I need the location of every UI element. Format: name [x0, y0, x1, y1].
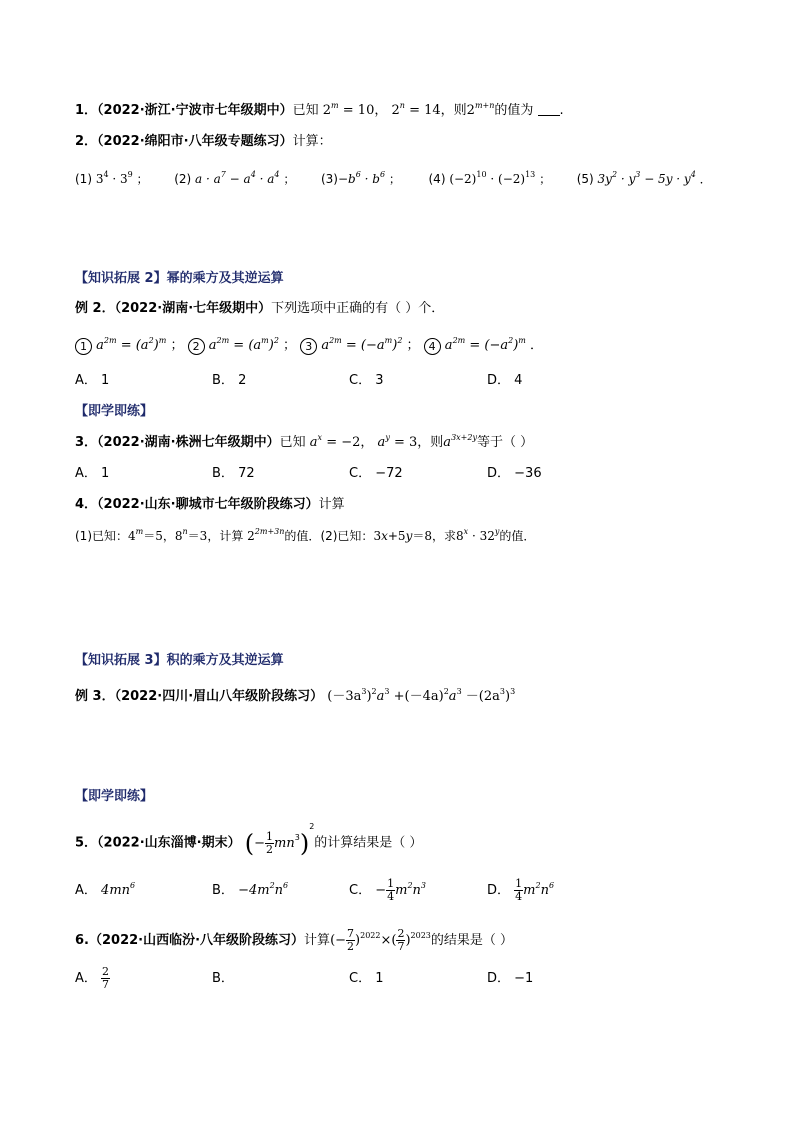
- circle-4-icon: 4: [424, 338, 441, 355]
- math-expr: $a^{3x+2y}$: [443, 432, 477, 450]
- math-expr: (− $\frac{7}{2}$ )$^{2022}$×( $\frac{2}{7}$ )$^{2023}$: [330, 927, 431, 953]
- math-expr: $-b^6 \cdot b^6$: [337, 170, 386, 186]
- math-expr: $a^{2m} = (-a^m)^2$: [317, 335, 403, 353]
- option-c[interactable]: C． 1: [349, 971, 384, 986]
- math-expr: $a^x = -2$: [309, 432, 361, 450]
- example-2: 例 2．（2022·湖南·七年级期中）下列选项中正确的有（ ）个．: [75, 301, 445, 316]
- question-source: （2022·山西临汾·八年级阶段练习）: [88, 933, 305, 948]
- math-expr: $2^{m+n}$: [466, 100, 495, 118]
- math-expr: $a^{2m} = (a^m)^2$: [204, 335, 279, 353]
- math-expr: $8^x \cdot 32^y$: [456, 527, 500, 543]
- question-source: （2022·湖南·七年级期中）: [114, 301, 272, 316]
- option-c[interactable]: C． 3: [349, 373, 384, 388]
- math-expr: $2^{2m+3n}$: [247, 527, 285, 543]
- math-expr: $3y^2 \cdot y^3 - 5y \cdot y^4$: [593, 170, 696, 186]
- option-d[interactable]: D． −36: [487, 466, 542, 481]
- question-number: 3．: [75, 435, 98, 450]
- math-expr: $(-3a^3)^2a^3 +(-4a)^2a^3 -(2a^3)^3$: [327, 686, 516, 704]
- question-source: （2022·浙江·宁波市七年级期中）: [97, 103, 293, 118]
- math-expr: $4^m=5$，$8^n=3$: [128, 527, 208, 543]
- question-2-items: (1) $3^4 \cdot 3^9$ ； (2) $a \cdot a^7 - a^4 \cdot a^4$ ； $(3)-b^6 \cdot b^6$ ； (4) $(-2)^{10} \cdot (-2)^{13}$ ； (5) $3y^2 \cdot y^3 - 5y \cdot y^4$ ．: [75, 170, 712, 186]
- circle-2-icon: 2: [188, 338, 205, 355]
- section-title-3: 【知识拓展 3】积的乘方及其逆运算: [75, 653, 284, 668]
- example-3: [75, 688, 515, 706]
- option-d[interactable]: D． 4: [487, 373, 523, 388]
- option-a[interactable]: A． $4mn^6$: [75, 880, 136, 898]
- option-a[interactable]: A． $\frac{2}{7}$: [75, 965, 110, 991]
- question-source: （2022·四川·眉山八年级阶段练习）: [114, 689, 324, 704]
- option-b[interactable]: B． 2: [212, 373, 247, 388]
- math-expr: $a^y = 3$: [377, 432, 418, 450]
- question-source: （2022·山东淄博·期末）: [97, 835, 241, 851]
- question-number: 4．: [75, 497, 98, 512]
- example-2-statements: 1 $a^{2m} = (a^2)^m$ ； 2 $a^{2m} = (a^m)^2$ ； 3 $a^{2m} = (-a^m)^2$ ； 4 $a^{2m} = (-a^2)^m$ ．: [75, 337, 543, 355]
- math-expr: $2^m = 10$: [322, 100, 375, 118]
- practice-title: 【即学即练】: [75, 404, 154, 419]
- question-6: 6.（2022·山西临汾·八年级阶段练习）计算(− $\frac{7}{2}$ )$^{2022}$×( $\frac{2}{7}$ )$^{2023}$的结果是（ ）: [75, 927, 514, 953]
- option-c[interactable]: C． − $\frac{1}{4}$ $m^2n^3$: [349, 877, 427, 903]
- math-expr: $a^{2m} = (a^2)^m$: [92, 335, 167, 353]
- example-label: 例 3．: [75, 689, 115, 704]
- math-expr: 3x+5y＝8: [373, 529, 432, 543]
- option-d[interactable]: D． $\frac{1}{4}$ $m^2n^6$: [487, 877, 555, 903]
- question-number: 5．: [75, 835, 98, 851]
- question-2: 2．（2022·绵阳市·八年级专题练习）计算：: [75, 134, 332, 149]
- question-4: 4．（2022·山东·聊城市七年级阶段练习）计算: [75, 497, 345, 512]
- math-expr: (− $\frac{1}{2}$ $mn^3)^2$: [244, 822, 315, 857]
- practice-title: 【即学即练】: [75, 789, 154, 804]
- question-number: 1．: [75, 103, 98, 118]
- question-4-parts: (1)已知：$4^m=5$，$8^n=3$，计算 $2^{2m+3n}$的值．(2)已知：3x+5y＝8，求$8^x \cdot 32^y$的值．: [75, 527, 536, 543]
- option-b[interactable]: B． $-4m^2n^6$: [212, 880, 289, 898]
- math-expr: $(-2)^{10} \cdot (-2)^{13}$: [445, 170, 536, 186]
- math-expr: $a^{2m} = (-a^2)^m$: [440, 335, 526, 353]
- option-d[interactable]: D． −1: [487, 971, 534, 986]
- question-3: 3．（2022·湖南·株洲七年级期中）已知 $a^x = -2$， $a^y = 3$，则$a^{3x+2y}$等于（ ）: [75, 432, 534, 450]
- question-number: 6.: [75, 933, 89, 948]
- option-c[interactable]: C． −72: [349, 466, 403, 481]
- question-source: （2022·山东·聊城市七年级阶段练习）: [97, 497, 319, 512]
- option-b[interactable]: B．: [212, 971, 234, 986]
- question-source: （2022·绵阳市·八年级专题练习）: [97, 134, 293, 149]
- question-1: 1．（2022·浙江·宁波市七年级期中）已知 $2^m = 10$， $2^n = 14$，则$2^{m+n}$的值为 .: [75, 100, 564, 118]
- section-title-2: 【知识拓展 2】幂的乘方及其逆运算: [75, 271, 284, 286]
- answer-blank[interactable]: [538, 103, 560, 116]
- question-source: （2022·湖南·株洲七年级期中）: [97, 435, 280, 450]
- option-a[interactable]: A． 1: [75, 373, 110, 388]
- option-a[interactable]: A． 1: [75, 466, 110, 481]
- math-expr: $3^4 \cdot 3^9$: [92, 170, 133, 186]
- math-expr: $a \cdot a^7 - a^4 \cdot a^4$: [191, 170, 280, 186]
- circle-1-icon: 1: [75, 338, 92, 355]
- example-label: 例 2．: [75, 301, 115, 316]
- question-5: 5．（2022·山东淄博·期末） (− $\frac{1}{2}$ $mn^3)^2$的计算结果是（ ）: [75, 822, 423, 857]
- math-expr: $2^n = 14$: [391, 100, 441, 118]
- question-number: 2．: [75, 134, 98, 149]
- option-b[interactable]: B． 72: [212, 466, 255, 481]
- circle-3-icon: 3: [300, 338, 317, 355]
